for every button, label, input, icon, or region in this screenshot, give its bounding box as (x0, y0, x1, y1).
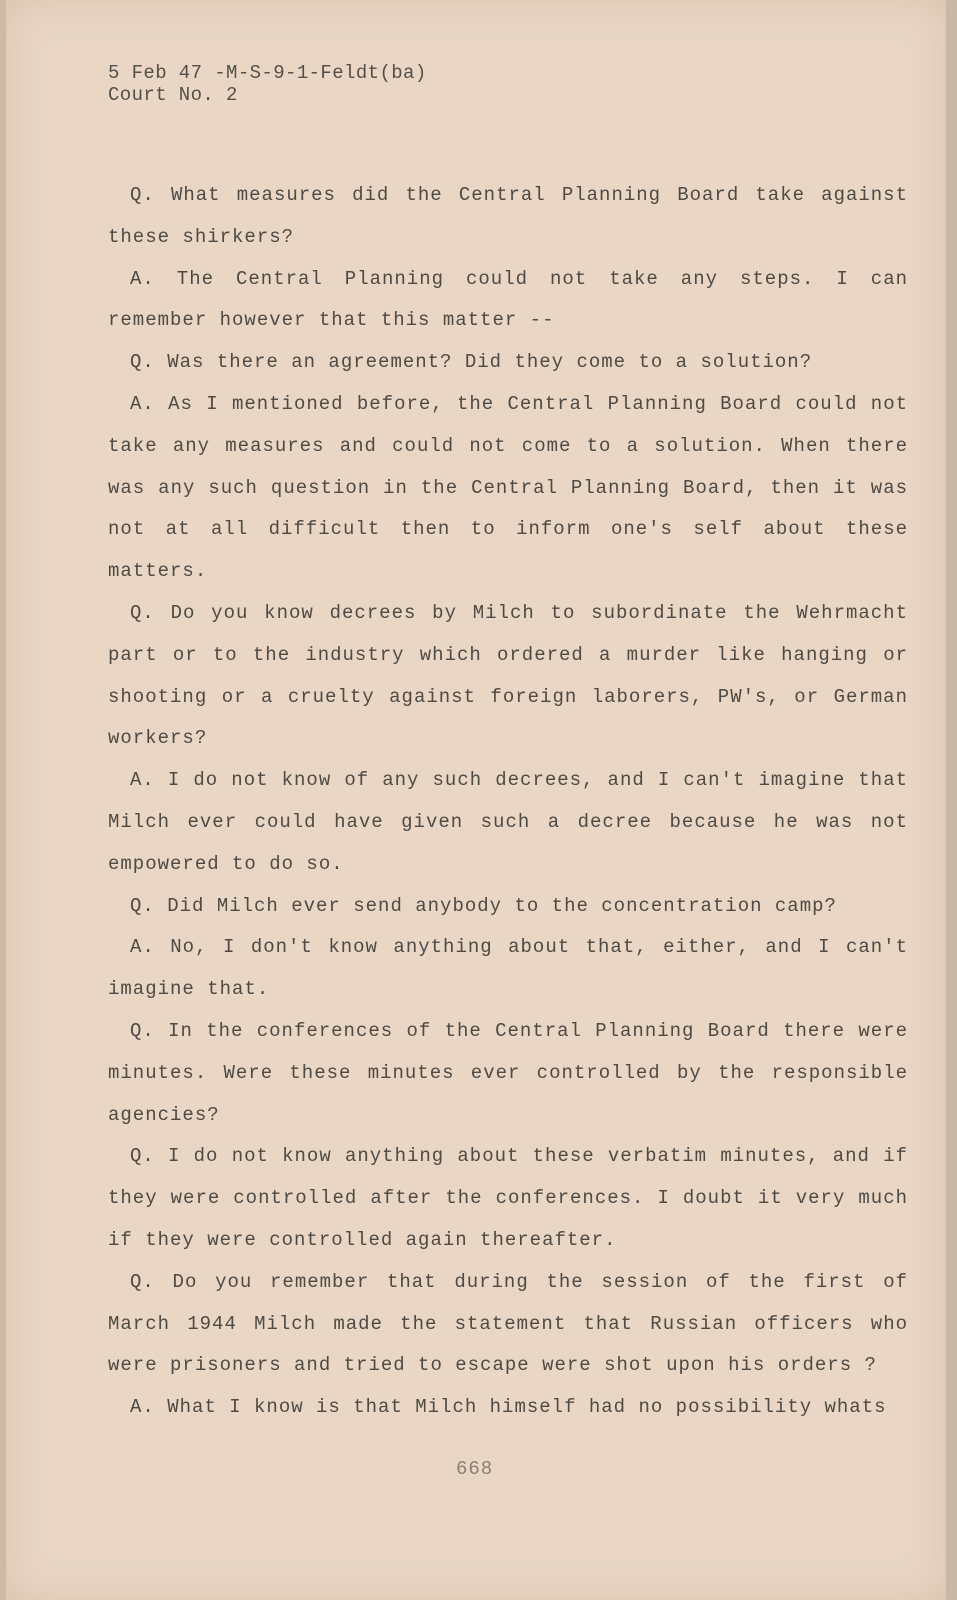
header-reference: 5 Feb 47 -M-S-9-1-Feldt(ba) (108, 62, 427, 84)
testimony-body (108, 175, 908, 1429)
testimony-paragraph: A. No, I don't know anything about that, either, and I can't imagine that. (108, 936, 908, 1001)
testimony-paragraph: Q. Do you remember that during the session of the first of March 1944 Milch made the statement that Russian officers who were prisoners and tried to escape were shot upon his orders ? (108, 1270, 908, 1377)
testimony-paragraph: A. The Central Planning could not take any steps. I can remember however that this matter -- (108, 267, 908, 332)
testimony-paragraph: Q. Do you know decrees by Milch to subordinate the Wehrmacht part or to the industry which ordered a murder like hanging or shooting or a cruelty against foreign laborers, PW's, or German workers? (108, 601, 908, 750)
testimony-paragraph: A. I do not know of any such decrees, and I can't imagine that Milch ever could have given such a decree because he was not empowered to do so. (108, 769, 908, 875)
testimony-paragraph: Q. Was there an agreement? Did they come to a solution? (130, 351, 813, 374)
testimony-paragraph: A. What I know is that Milch himself had no possibility whats (130, 1396, 887, 1419)
testimony-paragraph: Q. Did Milch ever send anybody to the concentration camp? (130, 894, 837, 917)
testimony-paragraph: Q. In the conferences of the Central Planning Board there were minutes. Were these minutes ever controlled by the responsible agencies? (108, 1019, 908, 1126)
testimony-paragraph: Q. What measures did the Central Planning Board take against these shirkers? (108, 184, 908, 248)
header-court: Court No. 2 (108, 84, 238, 106)
page-number: 668 (456, 1458, 494, 1480)
document-header (108, 62, 427, 106)
testimony-paragraph: Q. I do not know anything about these verbatim minutes, and if they were controlled after the conferences. I doubt it very much if they were controlled again thereafter. (108, 1145, 908, 1251)
testimony-paragraph: A. As I mentioned before, the Central Planning Board could not take any measures and could not come to a solution. When there was any such question in the Central Planning Board, then it was not at all difficult then to inform one's self about these matters. (108, 392, 908, 583)
document-page (6, 0, 946, 1600)
